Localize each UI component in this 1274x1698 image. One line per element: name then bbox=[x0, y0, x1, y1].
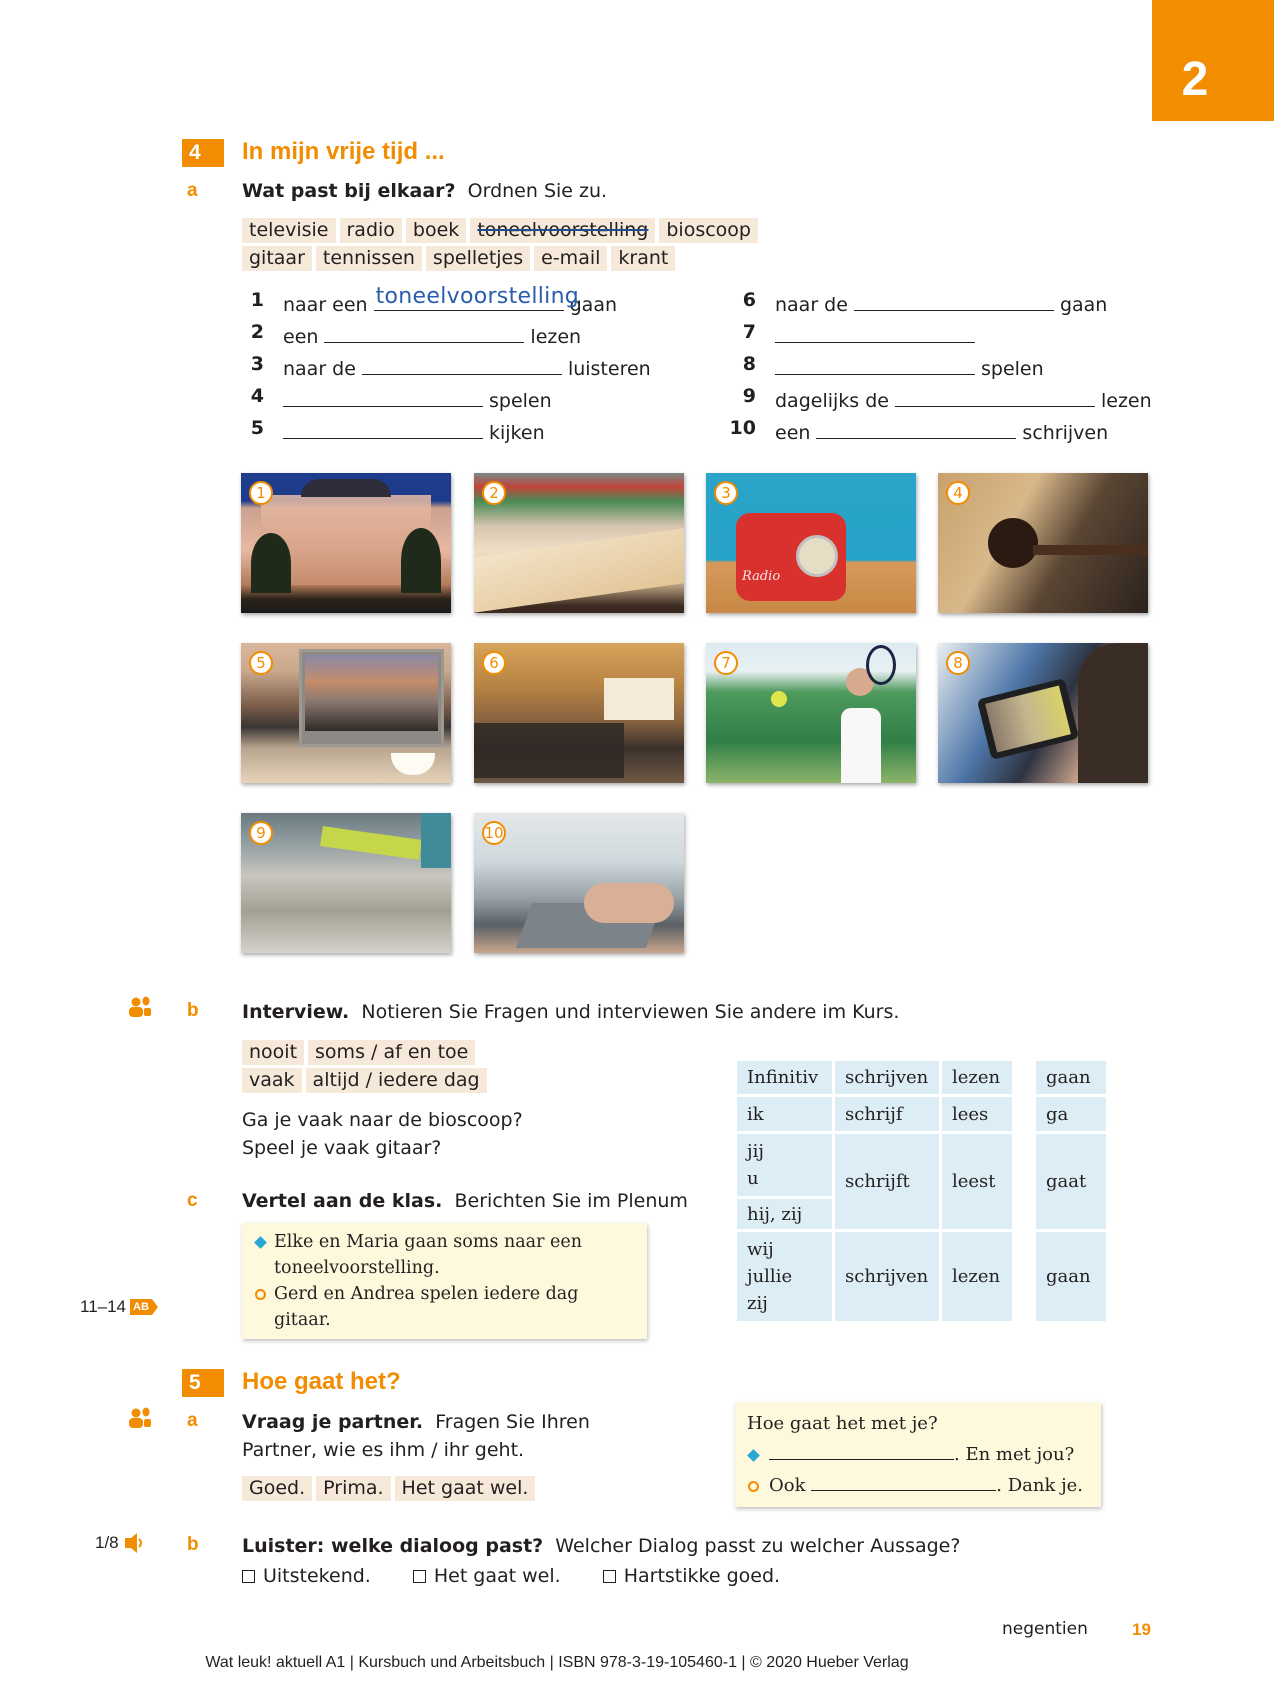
option-het-gaat-wel[interactable] bbox=[413, 1565, 561, 1587]
item-number: 10 bbox=[729, 417, 756, 439]
frequency-row bbox=[242, 1040, 487, 1065]
answer-blank[interactable] bbox=[324, 321, 524, 343]
answer-chip: Prima. bbox=[316, 1476, 390, 1501]
pronoun: jij bbox=[747, 1141, 764, 1162]
instruction-text: Berichten Sie im Plenum bbox=[454, 1190, 688, 1212]
item-suffix: gaan bbox=[569, 294, 617, 316]
chip-row bbox=[242, 1476, 535, 1501]
item-suffix: luisteren bbox=[567, 358, 651, 380]
fill-item-9 bbox=[775, 385, 1152, 415]
dialog-blank[interactable] bbox=[769, 1441, 954, 1460]
table-gap bbox=[1015, 1061, 1033, 1094]
instruction-bold: Vertel aan de klas. bbox=[242, 1190, 443, 1212]
instruction-5a-line2: Partner, wie es ihm / ihr geht. bbox=[242, 1439, 525, 1461]
photo-radio bbox=[706, 473, 916, 613]
photo-laptop bbox=[474, 813, 684, 953]
word-chip: krant bbox=[611, 246, 675, 271]
frequency-row bbox=[242, 1068, 487, 1093]
item-number: 1 bbox=[250, 289, 264, 311]
word-chip-struck: toneelvoorstelling bbox=[470, 218, 655, 243]
checkbox[interactable] bbox=[413, 1570, 426, 1583]
photo-newspapers bbox=[241, 813, 451, 953]
table-cell bbox=[737, 1134, 832, 1196]
table-cell: gaan bbox=[1036, 1232, 1106, 1321]
item-number: 9 bbox=[742, 385, 756, 407]
fill-item-8 bbox=[769, 353, 1044, 383]
instruction-4a bbox=[242, 177, 607, 205]
item-number: 4 bbox=[250, 385, 264, 407]
dialog-blank[interactable] bbox=[811, 1472, 996, 1491]
dialog-box bbox=[735, 1402, 1101, 1507]
conjugation-table bbox=[734, 1058, 1109, 1324]
workbook-pages: 11–14 bbox=[80, 1297, 127, 1316]
frequency-words bbox=[242, 1040, 487, 1093]
instruction-bold: Wat past bij elkaar? bbox=[242, 180, 456, 202]
instruction-text: Welcher Dialog passt zu welcher Aussage? bbox=[555, 1535, 961, 1557]
answer-blank[interactable] bbox=[775, 321, 975, 343]
speech-line bbox=[254, 1229, 637, 1255]
table-cell: lees bbox=[942, 1097, 1012, 1131]
workbook-tag: AB bbox=[130, 1299, 152, 1315]
pronoun: u bbox=[747, 1168, 759, 1189]
answer-blank[interactable] bbox=[895, 385, 1095, 407]
photo-number-badge: 1 bbox=[249, 481, 273, 505]
instruction-text: Notieren Sie Fragen und interviewen Sie andere im Kurs. bbox=[361, 1001, 900, 1023]
photo-theater bbox=[241, 473, 451, 613]
instruction-bold: Vraag je partner. bbox=[242, 1411, 424, 1433]
item-number: 7 bbox=[742, 321, 756, 343]
item-suffix: schrijven bbox=[1022, 422, 1109, 444]
table-cell bbox=[737, 1232, 832, 1321]
subexercise-letter-c: c bbox=[187, 1190, 198, 1211]
item-number: 8 bbox=[742, 353, 756, 375]
word-bank-row bbox=[242, 246, 758, 271]
item-number: 2 bbox=[250, 321, 264, 343]
instruction-text: Ordnen Sie zu. bbox=[467, 180, 608, 202]
photo-cinema bbox=[474, 643, 684, 783]
item-number: 3 bbox=[250, 353, 264, 375]
speech-line bbox=[254, 1255, 637, 1281]
instruction-4b bbox=[242, 998, 899, 1026]
exercise-number-badge: 4 bbox=[182, 139, 224, 167]
answer-blank[interactable] bbox=[283, 385, 483, 407]
ring-bullet-icon bbox=[748, 1481, 759, 1492]
table-row bbox=[737, 1097, 1106, 1131]
speech-text: Gerd en Andrea spelen iedere dag gitaar. bbox=[274, 1284, 579, 1330]
checkbox[interactable] bbox=[242, 1570, 255, 1583]
exercise-title: In mijn vrije tijd ... bbox=[242, 138, 445, 165]
workbook-reference[interactable] bbox=[80, 1297, 152, 1317]
word-bank-row bbox=[242, 218, 758, 243]
audio-track-number: 1/8 bbox=[95, 1533, 119, 1552]
table-cell: lezen bbox=[942, 1232, 1012, 1321]
page-number-word: negentien bbox=[1002, 1619, 1088, 1639]
answer-blank[interactable] bbox=[816, 417, 1016, 439]
photo-number-badge: 4 bbox=[946, 481, 970, 505]
instruction-5b bbox=[242, 1532, 960, 1560]
dialog-text: Ook bbox=[769, 1475, 806, 1496]
table-cell: schrijft bbox=[835, 1134, 939, 1229]
instruction-bold: Luister: welke dialoog past? bbox=[242, 1535, 544, 1557]
item-prefix: naar de bbox=[775, 294, 848, 316]
table-cell: leest bbox=[942, 1134, 1012, 1229]
fill-item-5 bbox=[277, 417, 545, 447]
chapter-number: 2 bbox=[1181, 53, 1209, 106]
handwritten-answer: toneelvoorstelling bbox=[375, 284, 580, 309]
table-cell: lezen bbox=[942, 1061, 1012, 1094]
instruction-text: Fragen Sie Ihren bbox=[435, 1411, 590, 1433]
photo-television bbox=[241, 643, 451, 783]
pronoun: wij bbox=[747, 1239, 774, 1260]
word-chip: radio bbox=[340, 218, 402, 243]
answer-chip: Het gaat wel. bbox=[395, 1476, 536, 1501]
photo-tennis bbox=[706, 643, 916, 783]
item-number: 5 bbox=[250, 417, 264, 439]
partner-work-icon bbox=[127, 996, 153, 1018]
photo-number-badge: 2 bbox=[482, 481, 506, 505]
word-bank bbox=[242, 218, 758, 271]
fill-item-10 bbox=[775, 417, 1108, 447]
table-cell: Infinitiv bbox=[737, 1061, 832, 1094]
option-uitstekend[interactable] bbox=[242, 1565, 371, 1587]
word-chip: e-mail bbox=[534, 246, 607, 271]
footer-credit: Wat leuk! aktuell A1 | Kursbuch und Arbeitsbuch | ISBN 978-3-19-105460-1 | © 2020 Hueber Verlag bbox=[205, 1654, 909, 1671]
photo-number-badge: 8 bbox=[946, 651, 970, 675]
word-chip: spelletjes bbox=[426, 246, 530, 271]
table-cell: gaat bbox=[1036, 1134, 1106, 1229]
item-prefix: naar een bbox=[283, 294, 368, 316]
dialog-text: . En met jou? bbox=[954, 1444, 1075, 1465]
answer-blank[interactable] bbox=[775, 353, 975, 375]
word-chip: gitaar bbox=[242, 246, 312, 271]
table-cell: schrijf bbox=[835, 1097, 939, 1131]
table-gap bbox=[1015, 1232, 1033, 1321]
answer-chips bbox=[242, 1476, 535, 1501]
item-suffix: spelen bbox=[981, 358, 1044, 380]
radio-label: Radio bbox=[742, 569, 781, 584]
example-speech-box bbox=[242, 1223, 647, 1339]
dialog-line bbox=[747, 1439, 1091, 1470]
fill-item-7 bbox=[769, 321, 981, 343]
photo-book bbox=[474, 473, 684, 613]
table-row bbox=[737, 1134, 1106, 1196]
answer-blank[interactable] bbox=[854, 289, 1054, 311]
photo-guitar bbox=[938, 473, 1148, 613]
frequency-chip: altijd / iedere dag bbox=[306, 1068, 487, 1093]
word-chip: bioscoop bbox=[659, 218, 758, 243]
exercise-title: Hoe gaat het? bbox=[242, 1368, 401, 1395]
frequency-chip: vaak bbox=[242, 1068, 302, 1093]
instruction-5a bbox=[242, 1408, 590, 1436]
photo-number-badge: 9 bbox=[249, 821, 273, 845]
item-suffix: spelen bbox=[489, 390, 552, 412]
photo-number-badge: 6 bbox=[482, 651, 506, 675]
table-cell: gaan bbox=[1036, 1061, 1106, 1094]
pronoun: jullie bbox=[747, 1266, 793, 1287]
fill-item-1 bbox=[283, 284, 617, 319]
instruction-4c bbox=[242, 1187, 688, 1215]
checkbox[interactable] bbox=[603, 1570, 616, 1583]
partner-work-icon bbox=[127, 1407, 153, 1429]
photo-number-badge: 10 bbox=[482, 821, 506, 845]
table-cell: ik bbox=[737, 1097, 832, 1131]
exercise-number-badge: 5 bbox=[182, 1369, 224, 1397]
pronoun: zij bbox=[747, 1293, 768, 1314]
answer-blank[interactable] bbox=[283, 417, 483, 439]
table-gap bbox=[1015, 1134, 1033, 1229]
item-suffix: gaan bbox=[1059, 294, 1108, 316]
diamond-bullet-icon bbox=[747, 1449, 760, 1462]
table-row bbox=[737, 1232, 1106, 1321]
word-chip: televisie bbox=[242, 218, 336, 243]
item-number: 6 bbox=[742, 289, 756, 311]
subexercise-letter-b: b bbox=[187, 1534, 199, 1555]
table-cell: ga bbox=[1036, 1097, 1106, 1131]
diamond-bullet-icon bbox=[254, 1236, 267, 1249]
table-cell: hij, zij bbox=[737, 1199, 832, 1229]
table-gap bbox=[1015, 1097, 1033, 1131]
photo-tablet bbox=[938, 643, 1148, 783]
table-cell: schrijven bbox=[835, 1061, 939, 1094]
option-label: Het gaat wel. bbox=[433, 1565, 561, 1587]
photo-number-badge: 5 bbox=[249, 651, 273, 675]
table-cell: schrijven bbox=[835, 1232, 939, 1321]
subexercise-letter-a: a bbox=[187, 1410, 198, 1431]
example-question: Ga je vaak naar de bioscoop? bbox=[242, 1109, 523, 1131]
speech-text: toneelvoorstelling. bbox=[274, 1258, 440, 1278]
dialog-question: Hoe gaat het met je? bbox=[747, 1413, 938, 1434]
fill-item-6 bbox=[775, 289, 1107, 319]
ring-bullet-icon bbox=[255, 1289, 266, 1300]
dialog-text: . Dank je. bbox=[996, 1475, 1084, 1496]
item-suffix: lezen bbox=[1100, 390, 1152, 412]
speech-text: Elke en Maria gaan soms naar een bbox=[274, 1232, 583, 1252]
word-chip: boek bbox=[406, 218, 466, 243]
dialog-line bbox=[747, 1470, 1091, 1501]
item-suffix: kijken bbox=[489, 422, 545, 444]
answer-blank[interactable] bbox=[374, 284, 580, 311]
instruction-bold: Interview. bbox=[242, 1001, 350, 1023]
answer-chip: Goed. bbox=[242, 1476, 312, 1501]
answer-blank[interactable] bbox=[362, 353, 562, 375]
item-suffix: lezen bbox=[530, 326, 582, 348]
fill-item-3 bbox=[283, 353, 651, 383]
word-chip: tennissen bbox=[316, 246, 422, 271]
photo-number-badge: 3 bbox=[714, 481, 738, 505]
fill-item-2 bbox=[283, 321, 581, 351]
item-prefix: dagelijks de bbox=[775, 390, 889, 412]
answer-options bbox=[242, 1565, 822, 1587]
example-question: Speel je vaak gitaar? bbox=[242, 1137, 442, 1159]
subexercise-letter-b: b bbox=[187, 1000, 199, 1021]
item-prefix: een bbox=[283, 326, 319, 348]
speaker-icon[interactable] bbox=[123, 1532, 145, 1554]
option-hartstikke-goed[interactable] bbox=[603, 1565, 780, 1587]
table-header-row bbox=[737, 1061, 1106, 1094]
option-label: Hartstikke goed. bbox=[623, 1565, 781, 1587]
option-label: Uitstekend. bbox=[263, 1565, 371, 1587]
item-prefix: naar de bbox=[283, 358, 356, 380]
chapter-tab bbox=[1152, 0, 1274, 121]
fill-item-4 bbox=[277, 385, 552, 415]
item-prefix: een bbox=[775, 422, 811, 444]
subexercise-letter-a: a bbox=[187, 180, 198, 201]
audio-track-reference[interactable] bbox=[95, 1532, 145, 1554]
frequency-chip: nooit bbox=[242, 1040, 304, 1065]
photo-number-badge: 7 bbox=[714, 651, 738, 675]
speech-line bbox=[254, 1281, 637, 1333]
page-number: 19 bbox=[1132, 1620, 1151, 1639]
frequency-chip: soms / af en toe bbox=[308, 1040, 475, 1065]
